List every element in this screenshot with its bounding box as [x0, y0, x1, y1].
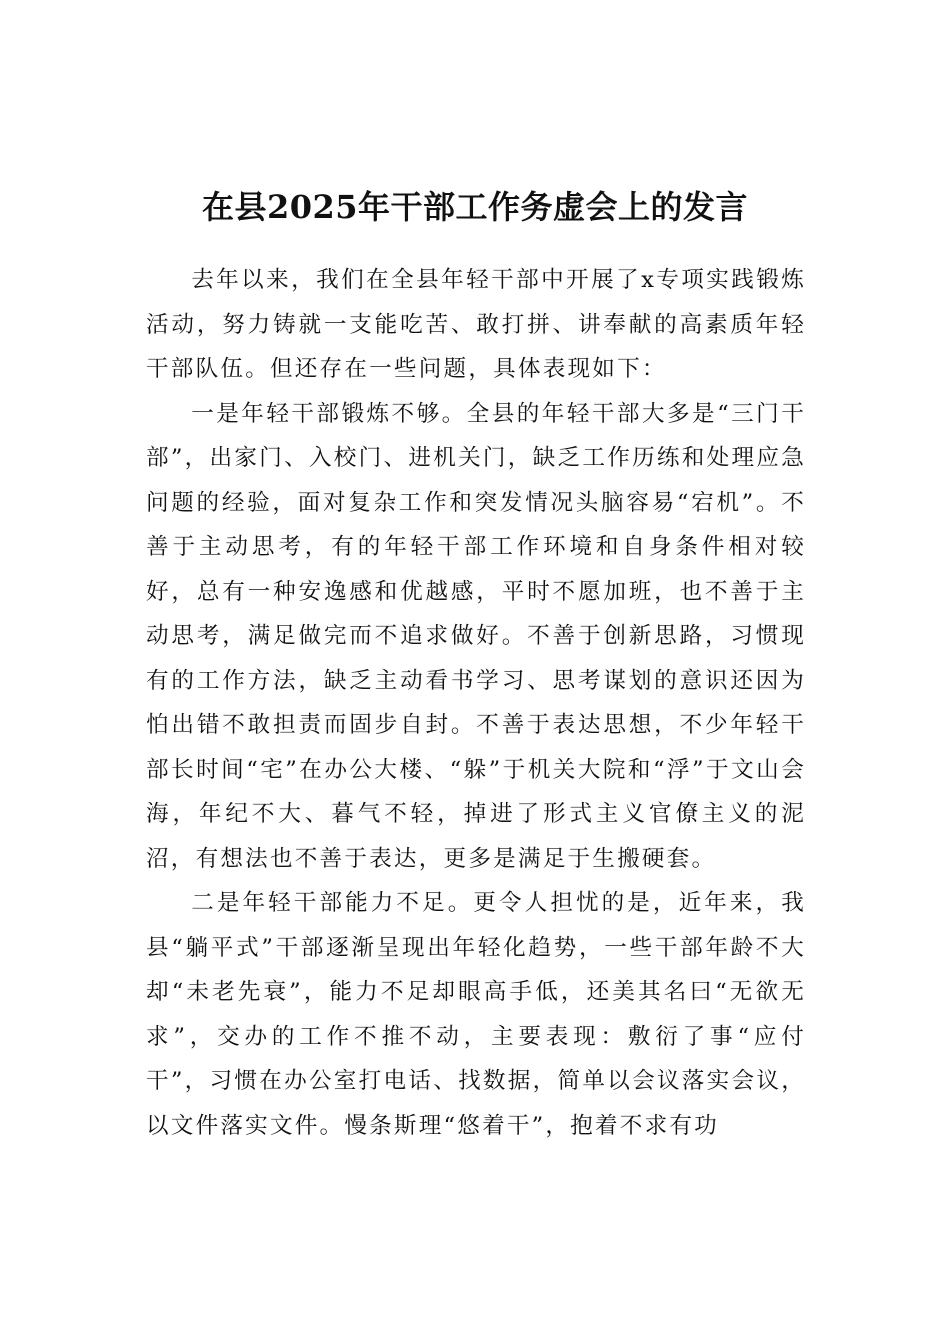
document-body: [146, 258, 806, 1148]
paragraph-point-two: 二是年轻干部能力不足。更令人担忧的是，近年来，我县“躺平式”干部逐渐呈现出年轻化趋势，一些干部年龄不大却“未老先衰”，能力不足却眼高手低，还美其名曰“无欲无求”，交办的工作不推不动，主要表现：敷衍了事“应付干”，习惯在办公室打电话、找数据，简单以会议落实会议，以文件落实文件。慢条斯理“悠着干”，抱着不求有功: [146, 890, 806, 1139]
document-title: 在县2025年干部工作务虚会上的发言: [201, 188, 749, 227]
paragraph-intro: 去年以来，我们在全县年轻干部中开展了x专项实践锻炼活动，努力铸就一支能吃苦、敢打拼、讲奉献的高素质年轻干部队伍。但还存在一些问题，具体表现如下：: [146, 267, 806, 382]
paragraph-point-one: 一是年轻干部锻炼不够。全县的年轻干部大多是“三门干部”，出家门、入校门、进机关门，缺乏工作历练和处理应急问题的经验，面对复杂工作和突发情况头脑容易“宕机”。不善于主动思考，有的年轻干部工作环境和自身条件相对较好，总有一种安逸感和优越感，平时不愿加班，也不善于主动思考，满足做完而不追求做好。不善于创新思路，习惯现有的工作方法，缺乏主动看书学习、思考谋划的意识还因为怕出错不敢担责而固步自封。不善于表达思想，不少年轻干部长时间“宅”在办公大楼、“躲”于机关大院和“浮”于文山会海，年纪不大、暮气不轻，掉进了形式主义官僚主义的泥沼，有想法也不善于表达，更多是满足于生搬硬套。: [146, 400, 806, 872]
